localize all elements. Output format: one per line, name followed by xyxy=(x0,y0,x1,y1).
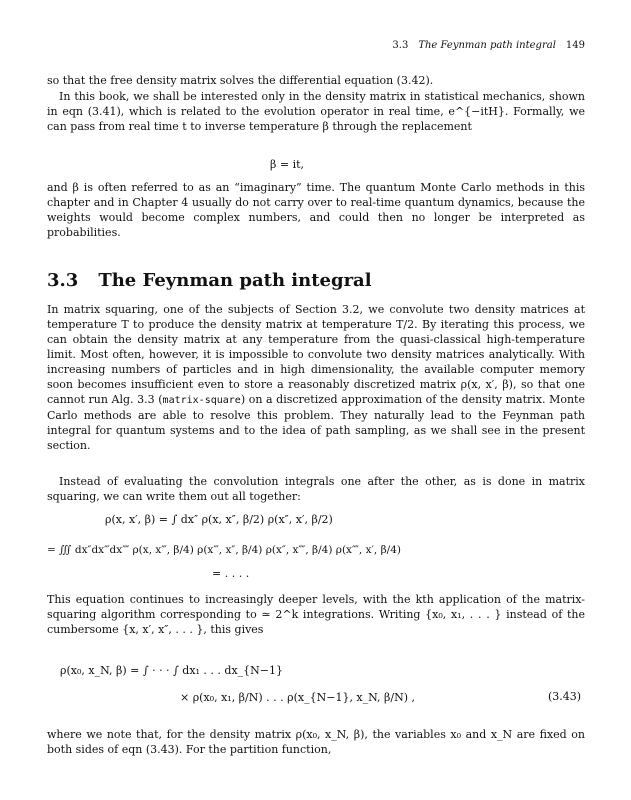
page-number: 149 xyxy=(565,40,585,51)
paragraph-7: where we note that, for the density matrix ρ(x₀, x_N, β), the variables x₀ and x_N are fixed on both sides of eqn (3.43). For the partition function, xyxy=(47,728,585,756)
equation-number: (3.43) xyxy=(548,690,582,703)
equation-1-line-1: ρ(x, x′, β) = ∫ dx″ ρ(x, x″, β/2) ρ(x″, x′, β/2) xyxy=(105,513,333,526)
paragraph-1: so that the free density matrix solves the differential equation (3.42). xyxy=(47,74,434,87)
paragraph-4-text-b: ) on a discretized approximation of the density matrix. Monte Carlo methods are able to resolve this problem. They naturally lead to the Feynman path integral for quantum systems and to the idea of path sampling, as we shall see in the present section. xyxy=(47,393,585,452)
header-title: The Feynman path integral xyxy=(418,40,556,51)
paragraph-3: and β is often referred to as an “imaginary” time. The quantum Monte Carlo methods in this chapter and in Chapter 4 usually do not carry over to real-time quantum dynamics, because the weights would become complex numbers, and could then no longer be interpreted as probabilities. xyxy=(47,181,585,239)
section-number: 3.3 xyxy=(47,270,79,291)
equation-1-line-2: = ∭ dx″dx‴dx⁗ ρ(x, x‴, β/4) ρ(x‴, x″, β/4) ρ(x″, x⁗, β/4) ρ(x⁗, x′, β/4) xyxy=(47,544,401,556)
paragraph-5: Instead of evaluating the convolution integrals one after the other, as is done in matrix squaring, we can write them out all together: xyxy=(47,475,585,503)
section-heading xyxy=(47,270,372,291)
equation-2-line-2: × ρ(x₀, x₁, β/N) . . . ρ(x_{N−1}, x_N, β/N) , xyxy=(180,691,416,704)
equation-2-line-1: ρ(x₀, x_N, β) = ∫ · · · ∫ dx₁ . . . dx_{N−1} xyxy=(60,664,283,677)
algorithm-name: matrix-square xyxy=(162,395,241,406)
running-header xyxy=(47,40,585,54)
equation-1-line-3: = . . . . xyxy=(212,567,250,580)
paragraph-2: In this book, we shall be interested only in the density matrix in statistical mechanics, shown in eqn (3.41), which is related to the evolution operator in real time, e^{−itH}. Formally, we can pass from real time t to inverse temperature β through the replacement xyxy=(47,90,585,133)
paragraph-6: This equation continues to increasingly deeper levels, with the kth application of the matrix-squaring algorithm corresponding to ≃ 2^k integrations. Writing {x₀, x₁, . . . } instead of the cumbersome {x, x′, x″, . . . }, this gives xyxy=(47,593,585,636)
section-title: The Feynman path integral xyxy=(98,270,372,291)
equation-beta: β = it, xyxy=(270,158,305,171)
paragraph-4 xyxy=(47,302,585,453)
paragraph-4-text-a: In matrix squaring, one of the subjects of Section 3.2, we convolute two density matrices at temperature T to produce the density matrix at temperature T/2. By iterating this process, we can obtain the density matrix at any temperature from the quasi-classical high-temperature limit. Most often, however, it is impossible to convolute two density matrices analytically. With increasing numbers of particles and in high dimensionality, the available computer memory soon becomes insufficient even to store a reasonably discretized matrix ρ(x, x′, β), so that one cannot run Alg. 3.3 ( xyxy=(47,303,585,406)
header-section-number: 3.3 xyxy=(392,40,409,51)
